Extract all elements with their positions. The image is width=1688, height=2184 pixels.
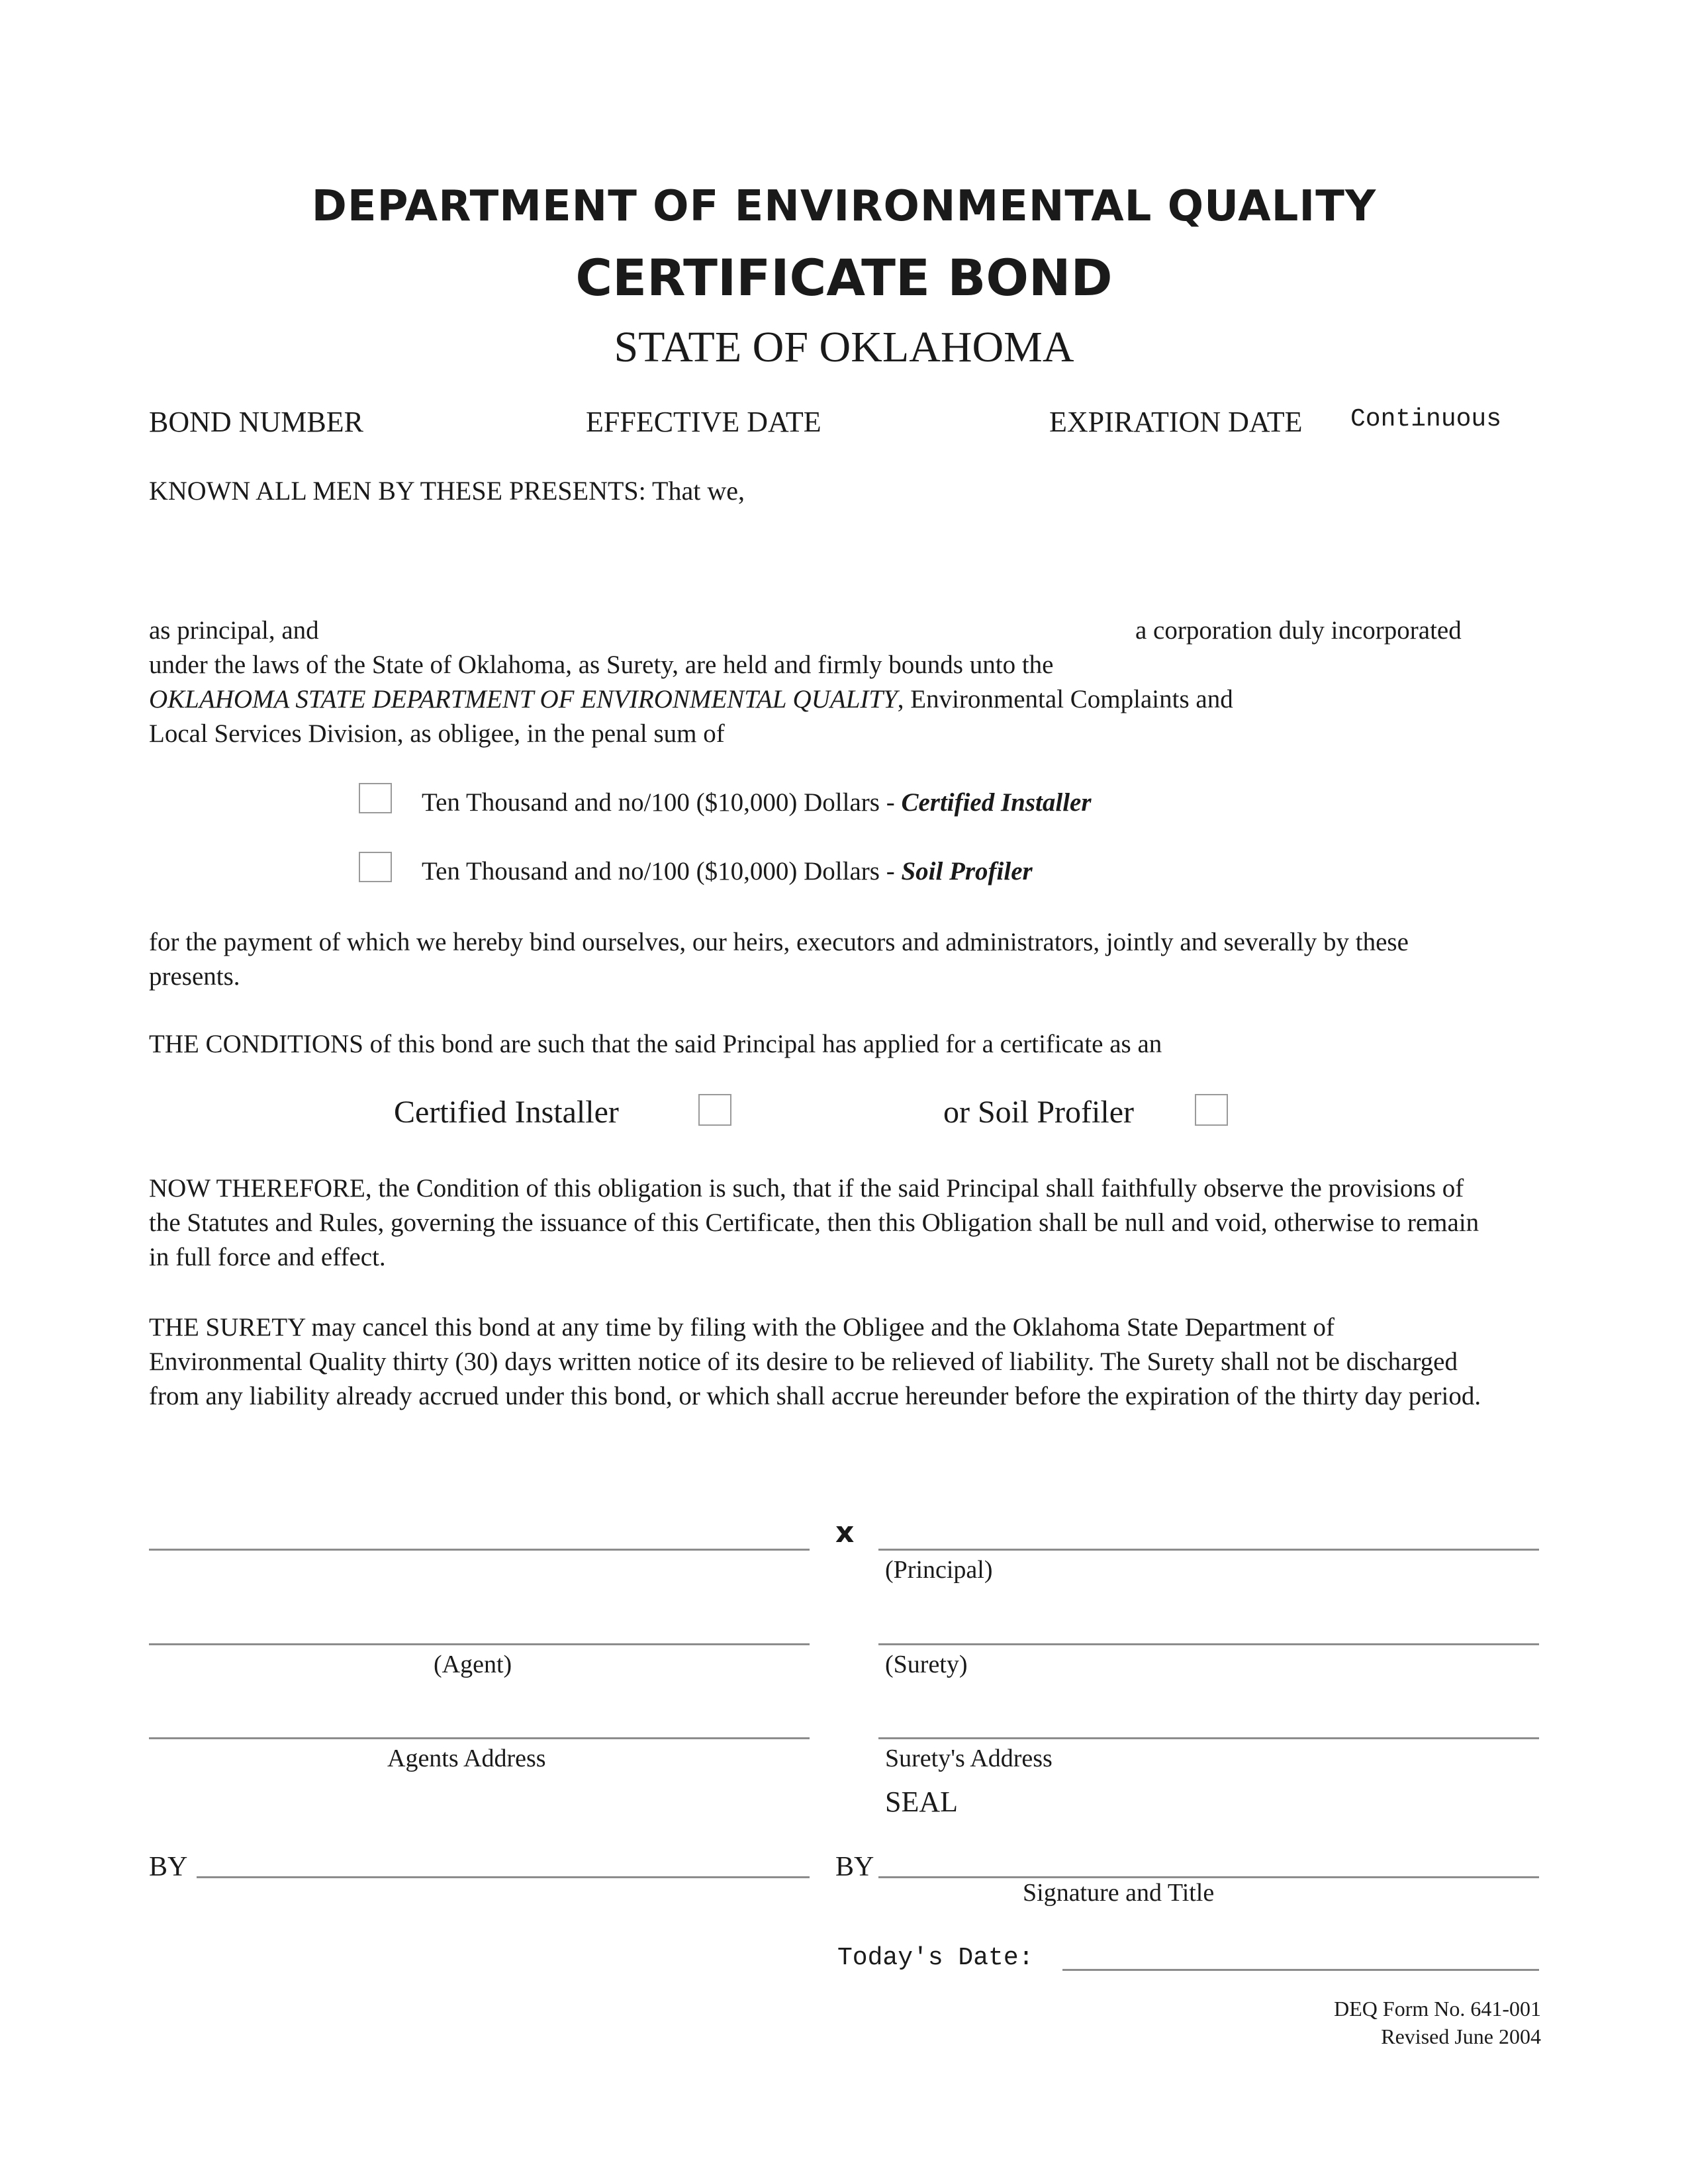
surety-label: (Surety) [885,1651,968,1678]
option-profiler-bold: Soil Profiler [901,857,1033,886]
bond-number-label: BOND NUMBER [149,406,363,438]
by-left-label: BY [149,1852,188,1882]
conditions-paragraph: THE CONDITIONS of this bond are such that the said Principal has applied for a certificate as an [149,1030,1162,1058]
choice-profiler-checkbox[interactable] [1195,1094,1228,1126]
principal-label: (Principal) [885,1556,993,1584]
corporation-text: a corporation duly incorporated [1135,616,1462,645]
option-profiler-text: Ten Thousand and no/100 ($10,000) Dollars - [422,857,902,886]
now-therefore-paragraph: NOW THEREFORE, the Condition of this obligation is such, that if the said Principal shall faithfully observe the provisions of the Statutes and Rules, governing the issuance of this Certificate, then this Obligation shall be null and void, otherwise to remain in full force and effect. [149,1174,1479,1271]
expiration-date-label: EXPIRATION DATE [1049,406,1303,438]
agents-address-line[interactable] [149,1737,810,1739]
choice-profiler-label: or Soil Profiler [943,1095,1134,1130]
payment-paragraph: for the payment of which we hereby bind ourselves, our heirs, executors and administrators, jointly and severally by these presents. [149,928,1409,991]
form-number: DEQ Form No. 641-001 [1334,1997,1541,2021]
obligee-division: , Environmental Complaints and [897,685,1233,713]
agent-label: (Agent) [434,1651,512,1678]
todays-date-line[interactable] [1062,1969,1539,1971]
known-all-men-text: KNOWN ALL MEN BY THESE PRESENTS: That we, [149,476,745,506]
obligee-name: OKLAHOMA STATE DEPARTMENT OF ENVIRONMENTAL QUALITY [149,685,898,713]
suretys-address-label: Surety's Address [885,1745,1053,1772]
department-title: DEPARTMENT OF ENVIRONMENTAL QUALITY [311,182,1377,231]
suretys-address-line[interactable] [878,1737,1539,1739]
agent-line[interactable] [149,1643,810,1645]
choice-installer-label: Certified Installer [394,1095,619,1130]
certified-installer-amount-checkbox[interactable] [359,783,392,813]
agents-address-label: Agents Address [387,1745,546,1772]
x-mark: x [835,1516,855,1549]
as-principal-text: as principal, and [149,616,319,645]
by-left-line[interactable] [197,1876,810,1878]
state-title: STATE OF OKLAHOMA [614,323,1074,371]
todays-date-label: Today's Date: [837,1944,1034,1972]
expiration-date-value[interactable]: Continuous [1350,405,1502,433]
option-installer-bold: Certified Installer [901,788,1092,817]
effective-date-label: EFFECTIVE DATE [586,406,821,438]
surety-line[interactable] [878,1643,1539,1645]
surety-paragraph: THE SURETY may cancel this bond at any time by filing with the Obligee and the Oklahoma State Department of Environmental Quality thirty (30) days written notice of its desire to be relieved of liability. The Surety shall not be discharged from any liability already accrued under this bond, or which shall accrue hereunder before the expiration of the thirty day period. [149,1313,1481,1410]
obligee-line [149,684,1233,714]
form-title: CERTIFICATE BOND [575,248,1113,307]
option-profiler-line [422,856,1033,886]
soil-profiler-amount-checkbox[interactable] [359,852,392,882]
left-signature-line[interactable] [149,1549,810,1551]
seal-label: SEAL [885,1786,958,1818]
revised-date: Revised June 2004 [1381,2025,1541,2048]
choice-installer-checkbox[interactable] [698,1094,731,1126]
option-installer-line [422,788,1092,817]
option-installer-text: Ten Thousand and no/100 ($10,000) Dollars - [422,788,902,817]
signature-title-label: Signature and Title [1023,1879,1215,1907]
penal-sum-text: Local Services Division, as obligee, in the penal sum of [149,719,725,748]
principal-signature-line[interactable] [878,1549,1539,1551]
by-right-label: BY [835,1852,874,1882]
laws-text: under the laws of the State of Oklahoma, as Surety, are held and firmly bounds unto the [149,651,1054,679]
